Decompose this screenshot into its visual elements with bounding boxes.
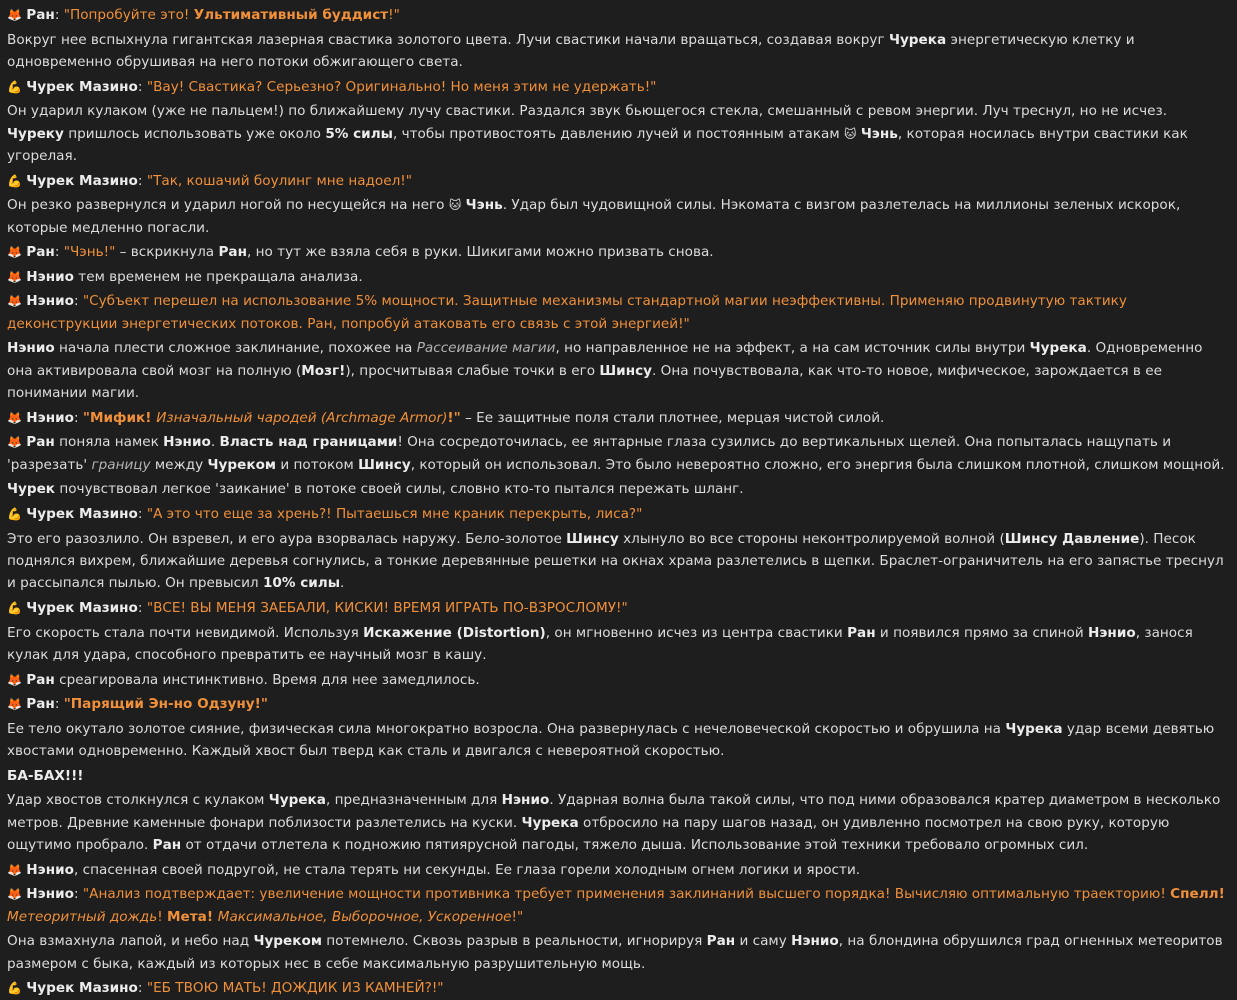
fox-icon: 🦊 (7, 8, 22, 22)
text-segment: . Она почувствовала, как что-то новое, мифическое, зарождается в ее понимании магии. (7, 362, 1167, 402)
fox-icon: 🦊 (7, 862, 22, 877)
story-paragraph (7, 290, 1225, 335)
bold-name: Ран (26, 7, 55, 23)
story-paragraph (7, 930, 1225, 975)
bold-name: Нэнио (26, 886, 74, 903)
story-paragraph (7, 337, 1225, 404)
text-segment: Его скорость стала почти невидимой. Используя (7, 624, 364, 641)
story-paragraph (7, 478, 1225, 500)
story-paragraph (7, 431, 1225, 476)
cat-icon: 🐱 (448, 198, 462, 213)
story-paragraph (7, 693, 1225, 715)
text-segment: Это его разозлило. Он взревел, и его аура взорвалась наружу. Бело-золотое (7, 530, 567, 547)
muscle-icon: 💪 (7, 79, 22, 94)
text-segment: : (137, 505, 147, 522)
muscle-icon: 💪 (7, 173, 22, 188)
text-segment: – вскрикнула (115, 244, 219, 261)
story-paragraph (7, 76, 1225, 98)
text-segment: : (137, 980, 147, 997)
bold-name: Ран (26, 671, 55, 688)
dialogue-italic: Изначальный чародей (Archmage Armor) (156, 409, 448, 426)
bold-name: Ран (26, 434, 55, 451)
text-segment: и саму (735, 933, 792, 950)
story-paragraph (7, 266, 1225, 288)
bold-name: Чурек Мазино (26, 172, 138, 189)
story-paragraph (7, 789, 1225, 856)
muscle-icon: 💪 (7, 600, 22, 615)
dialogue-italic: Метеоритный дождь (7, 908, 158, 925)
bold-name: БА-БАХ!!! (7, 767, 84, 784)
story-paragraph (7, 597, 1225, 619)
text-segment: почувствовал легкое 'заикание' в потоке своей силы, словно кто-то пытался пережать шланг. (55, 481, 744, 498)
bold-name: Чурек Мазино (26, 505, 138, 522)
text-segment: , на блондина обрушился град огненных метеоритов размером с быка, каждый из которых нес в себе максимальную разрушительную мощь. (7, 933, 1227, 972)
text-segment: : (137, 599, 147, 616)
text-segment: от отдачи отлетела к подножию пятиярусной пагоды, тяжело дыша. Использование этой техники требовало огромных сил. (181, 837, 1089, 854)
text-segment: – Ее защитные поля стали плотнее, мерцая чистой силой. (460, 409, 885, 426)
text-segment: Он ударил кулаком (уже не пальцем!) по ближайшему лучу свастики. Раздался звук бьющегося стекла, смешанный с ревом энергии. Луч треснул, но не исчез. (7, 103, 1172, 120)
story-paragraph (7, 669, 1225, 691)
story-paragraph (7, 859, 1225, 881)
story-paragraph (7, 29, 1225, 74)
bold-name: Нэнио (1088, 624, 1136, 641)
bold-name: Нэнио (26, 268, 74, 285)
text-segment: ! Она сосредоточилась, ее янтарные глаза сузились до вертикальных щелей. Она попыталась нащупать и 'разрезать' (7, 434, 1176, 473)
dialogue-text: "Анализ подтверждает: увеличение мощности противника требует применения заклинаний высшего порядка! Вычисляю оптимальную траекторию! (82, 886, 1171, 903)
text-segment: Ее тело окутало золотое сияние, физическая сила многократно возросла. Она развернулась с нечеловеческой скоростью и обрушила на (7, 720, 1006, 737)
text-segment: : (137, 78, 147, 95)
text-segment: хлынуло во все стороны неконтролируемой волной ( (618, 530, 1005, 547)
dialogue-text: "А это что еще за хрень?! Пытаешься мне краник перекрыть, лиса?" (146, 505, 643, 522)
text-segment: Удар хвостов столкнулся с кулаком (7, 792, 269, 809)
italic-term: границу (91, 456, 151, 473)
story-paragraph (7, 100, 1225, 167)
bold-name: Нэнио (501, 792, 550, 809)
bold-name: Искажение (Distortion) (363, 624, 546, 641)
bold-name: Чурека (1005, 720, 1063, 737)
text-segment: и появился прямо за спиной (875, 624, 1088, 641)
bold-name: Чурек Мазино (26, 599, 138, 616)
fox-icon: 🦊 (7, 435, 22, 450)
bold-name: Чуреку (7, 125, 64, 142)
italic-term: Рассеивание магии (416, 340, 556, 357)
story-paragraph (7, 765, 1225, 787)
text-segment: . Ударная волна была такой силы, что под ними образовался кратер диаметром в несколько метров. Древние каменные фонари поблизости разлетелись на куски. (7, 792, 1225, 831)
text-segment: , чтобы противостоять давлению лучей и постоянным атакам (392, 125, 844, 142)
bold-name: Власть над границами (219, 434, 398, 451)
text-segment: отбросило на пару шагов назад, он удивленно посмотрел на свою руку, которую ощутимо пробрало. (7, 814, 1174, 854)
story-paragraph (7, 622, 1225, 667)
bold-name: Чуреком (253, 933, 322, 950)
bold-name: Чуреком (207, 456, 277, 473)
bold-name: 5% силы (325, 125, 393, 142)
bold-name: Чэнь (860, 125, 898, 142)
dialogue-bold: Спелл! (1170, 886, 1230, 903)
story-paragraph (7, 528, 1229, 595)
bold-name: Чурек (7, 481, 56, 498)
text-segment: , но направленное не на эффект, а на сам источник силы внутри (555, 340, 1030, 357)
dialogue-text: "ЕБ ТВОЮ МАТЬ! ДОЖДИК ИЗ КАМНЕЙ?!" (146, 980, 444, 997)
bold-name: Шинсу (599, 362, 653, 379)
dialogue-text: "Чэнь!" (63, 244, 116, 261)
text-segment: , которая носилась внутри свастики как угорелая. (7, 125, 1193, 164)
bold-name: Нэнио (26, 409, 74, 426)
fox-icon: 🦊 (7, 294, 22, 309)
bold-name: Шинсу (358, 456, 411, 473)
story-paragraph (7, 170, 1225, 192)
story-paragraph (7, 241, 1225, 263)
bold-name: Чурека (1029, 340, 1087, 357)
fox-icon: 🦊 (7, 245, 22, 260)
muscle-icon: 💪 (7, 981, 22, 996)
text-segment: потемнело. Сквозь разрыв в реальности, игнорируя (321, 933, 707, 950)
bold-name: Ран (26, 244, 55, 261)
bold-name: Шинсу Давление (1004, 530, 1140, 547)
story-paragraph (7, 194, 1225, 239)
text-segment: . Удар был чудовищной силы. Нэкомата с визгом разлетелась на миллионы зеленых искорок, которые медленно погасли. (7, 197, 1185, 236)
text-segment: , спасенная своей подругой, не стала терять ни секунды. Ее глаза горели холодным огнем логики и ярости. (73, 861, 861, 878)
story-paragraph (7, 407, 1225, 429)
text-segment: удар всеми девятью хвостами одновременно. Каждый хвост был тверд как сталь и двигался с невероятной скоростью. (7, 720, 1219, 760)
bold-name: Ран (706, 933, 736, 950)
bold-name: Чурека (268, 792, 326, 809)
fox-icon: 🦊 (7, 887, 22, 902)
dialogue-text: ! (157, 908, 168, 925)
text-segment: ), просчитывая слабые точки в его (345, 362, 600, 379)
story-paragraph (7, 718, 1225, 763)
bold-name: Шинсу (566, 530, 619, 547)
bold-name: Нэнио (7, 340, 55, 357)
dialogue-bold: Ультимативный буддист (193, 7, 389, 23)
bold-name: Чурека (888, 31, 947, 48)
story-paragraph (7, 503, 1225, 525)
text-segment: : (73, 409, 83, 426)
text-segment: , который он использовал. Это было невероятно сложно, его энергия была слишком плотной, слишком мощной. (410, 456, 1225, 473)
text-segment: среагировала инстинктивно. Время для нее замедлилось. (54, 671, 480, 688)
text-segment: : (137, 172, 147, 189)
dialogue-text: "Вау! Свастика? Серьезно? Оригинально! Но меня этим не удержать!" (146, 78, 657, 95)
dialogue-text: "Субъект перешел на использование 5% мощности. Защитные механизмы стандартной магии неэффективны. Применяю продвинутую тактику деконструкции энергетических потоков. Ран, попробуй атаковать его связь с этой энергией!" (7, 293, 1132, 332)
dialogue-bold: "Парящий Эн-но Одзуну!" (63, 696, 268, 713)
bold-name: Ран (218, 244, 247, 261)
dialogue-italic: Максимальное, Выборочное, Ускоренное (217, 908, 512, 925)
text-segment: , предназначенным для (325, 792, 502, 809)
dialogue-text: !" (388, 7, 400, 23)
bold-name: Нэнио (26, 293, 74, 310)
text-segment: поняла намек (54, 434, 164, 451)
fox-icon: 🦊 (7, 269, 22, 284)
dialogue-bold: "Мифик! (82, 409, 157, 426)
text-segment: : (54, 696, 64, 713)
bold-name: Нэнио (26, 861, 74, 878)
text-segment: Он резко развернулся и ударил ногой по несущейся на него (7, 197, 449, 214)
bold-name: Ран (26, 696, 55, 713)
dialogue-text: "Так, кошачий боулинг мне надоел!" (146, 172, 413, 189)
story-paragraph (7, 977, 1225, 999)
bold-name: Мозг! (301, 362, 346, 379)
text-segment: пришлось использовать уже около (63, 125, 326, 142)
fox-icon: 🦊 (7, 697, 22, 712)
text-segment: между (150, 456, 208, 473)
text-segment: . (210, 434, 220, 451)
text-segment: , он мгновенно исчез из центра свастики (545, 624, 848, 641)
fox-icon: 🦊 (7, 672, 22, 687)
bold-name: Ран (847, 624, 876, 641)
text-segment: ). Песок поднялся вихрем, ближайшие деревья согнулись, а тонкие деревянные решетки на окнах храма разлетелись в щепки. Браслет-ограничитель на его запястье треснул и рассыпался пылью. Он превысил (7, 530, 1229, 592)
text-segment: : (54, 7, 64, 23)
story-paragraph (7, 883, 1230, 928)
cat-icon: 🐱 (843, 126, 857, 141)
dialogue-text: "Попробуйте это! (63, 7, 194, 23)
text-segment: тем временем не прекращала анализа. (73, 268, 363, 285)
text-segment: . (340, 575, 345, 592)
bold-name: Чурек Мазино (26, 980, 138, 997)
dialogue-bold: Мета! (167, 908, 218, 925)
text-segment: : (73, 886, 83, 903)
bold-name: Чэнь (465, 197, 503, 214)
bold-name: Нэнио (163, 434, 211, 451)
text-segment: : (54, 244, 64, 261)
dialogue-text: "ВСЕ! ВЫ МЕНЯ ЗАЕБАЛИ, КИСКИ! ВРЕМЯ ИГРАТЬ ПО-ВЗРОСЛОМУ!" (146, 599, 628, 616)
text-segment: и потоком (276, 456, 359, 473)
bold-name: Нэнио (791, 933, 839, 950)
bold-name: Чурек Мазино (26, 78, 138, 95)
text-segment: , занося кулак для удара, способного превратить ее научный мозг в кашу. (7, 624, 1198, 663)
fox-icon: 🦊 (7, 410, 22, 425)
bold-name: Ран (152, 837, 182, 854)
muscle-icon: 💪 (7, 506, 22, 521)
text-segment: , но тут же взяла себя в руки. Шикигами можно призвать снова. (246, 244, 714, 261)
bold-name: 10% силы (262, 575, 341, 592)
story-paragraph (7, 4, 1225, 26)
text-segment: Она взмахнула лапой, и небо над (7, 933, 254, 950)
text-segment: : (73, 293, 83, 310)
dialogue-text: !" (511, 908, 524, 925)
text-segment: . Одновременно она активировала свой мозг на полную ( (7, 340, 1207, 379)
bold-name: Чурека (521, 814, 579, 831)
text-segment: Вокруг нее вспыхнула гигантская лазерная свастика золотого цвета. Лучи свастики начали вращаться, создавая вокруг (7, 31, 889, 48)
text-segment: начала плести сложное заклинание, похожее на (54, 340, 417, 357)
dialogue-bold: !" (447, 409, 461, 426)
text-segment: энергетическую клетку и одновременно обрушивая на него потоки обжигающего света. (7, 31, 1139, 70)
